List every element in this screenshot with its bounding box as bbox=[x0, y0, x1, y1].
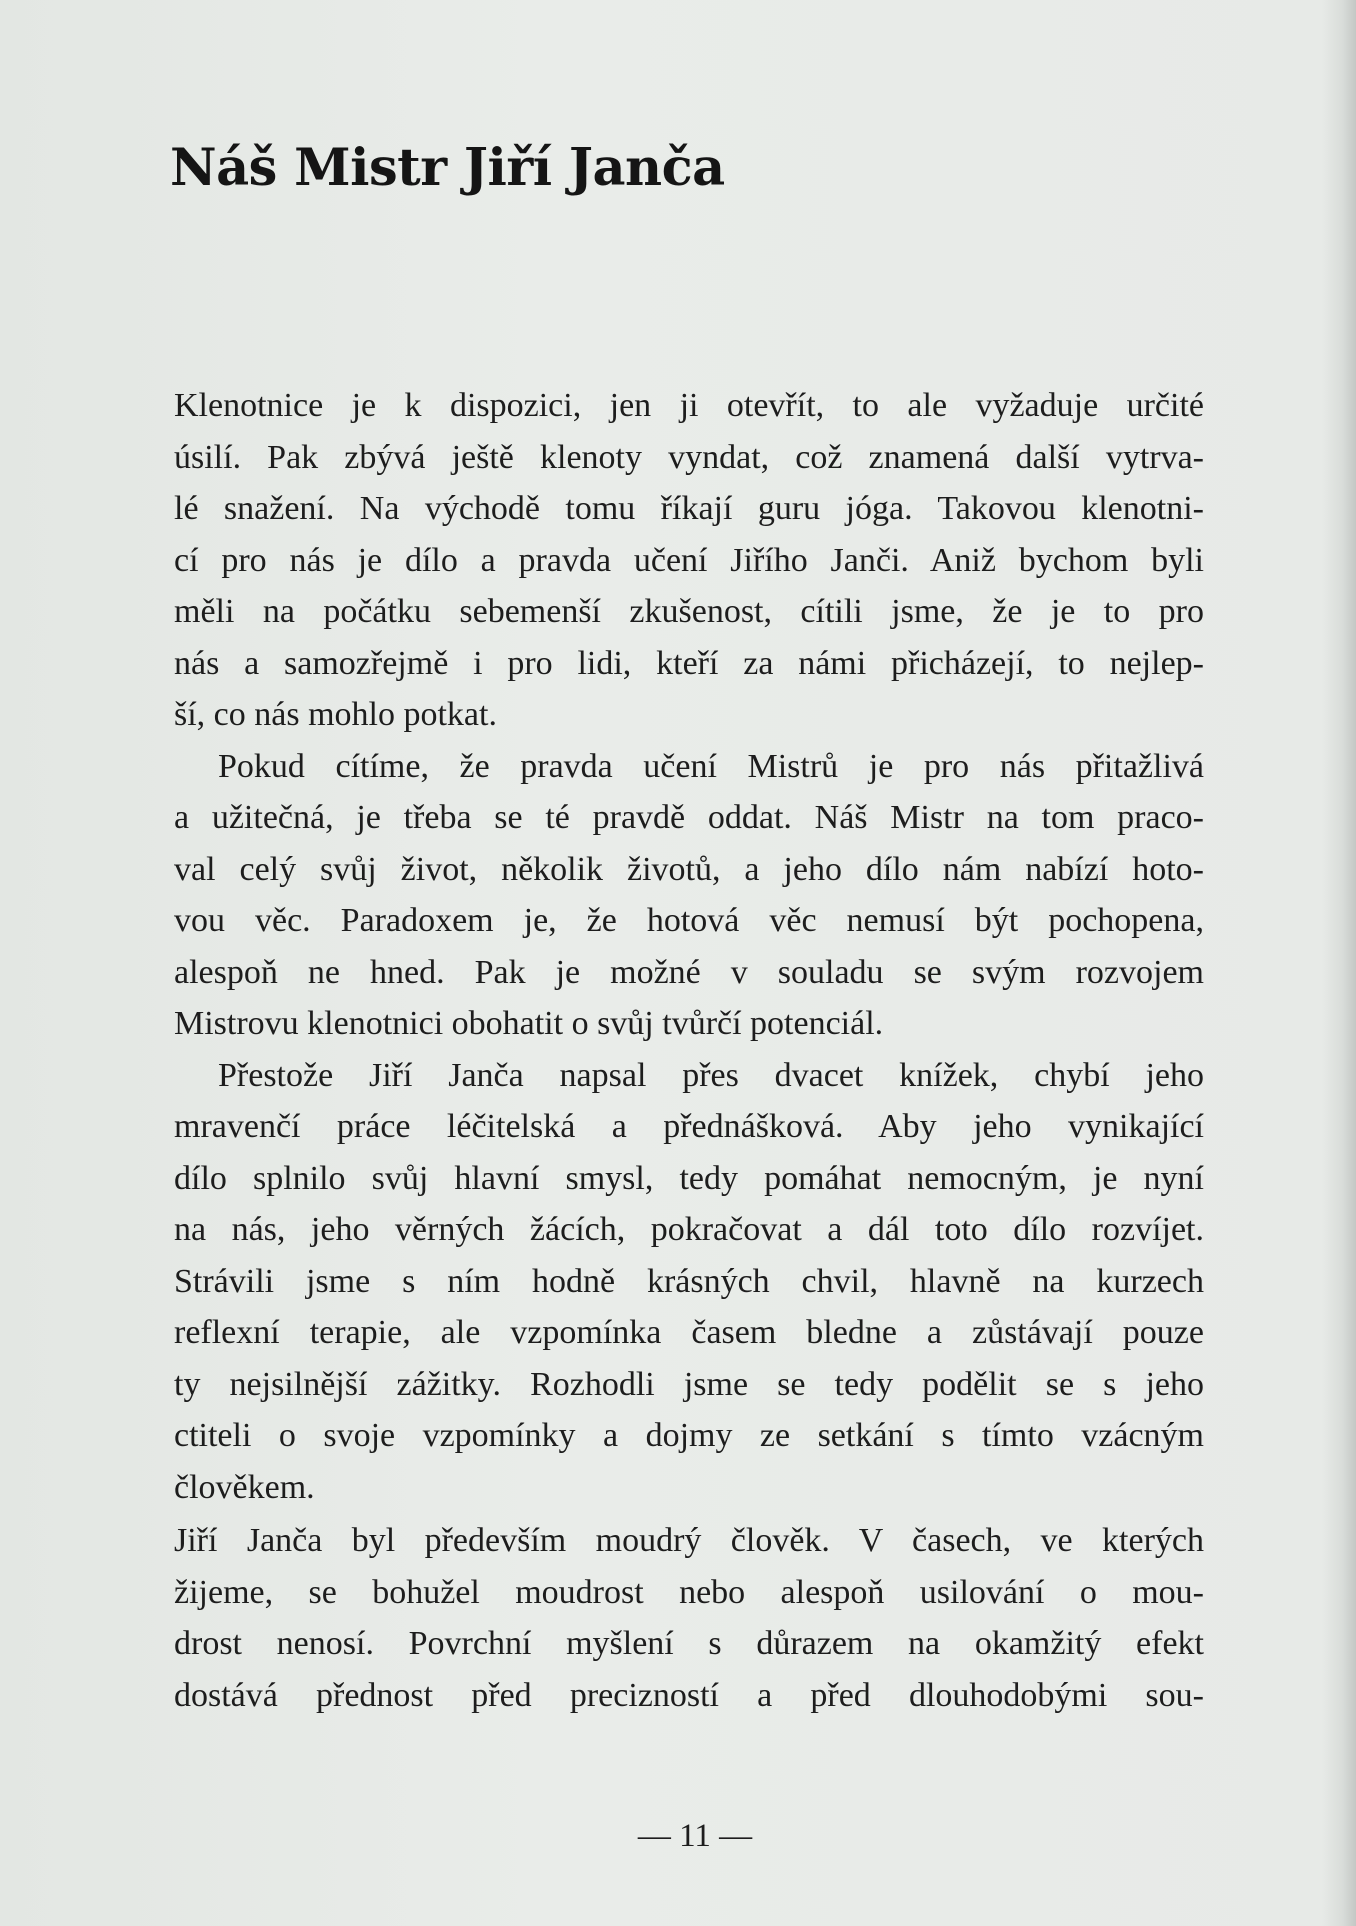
text-line: Mistrovu klenotnici obohatit o svůj tvůrčí potenciál. bbox=[174, 1005, 884, 1042]
text-line: Strávili jsme s ním hodně krásných chvil, hlavně na kurzech bbox=[174, 1262, 1204, 1300]
paragraph-2 bbox=[174, 741, 1204, 1050]
text-line: vou věc. Paradoxem je, že hotová věc nemusí být pochopena, bbox=[174, 902, 1204, 939]
text-line: Pokud cítíme, že pravda učení Mistrů je pro nás přitažlivá bbox=[218, 747, 1204, 785]
text-line: cí pro nás je dílo a pravda učení Jiřího Janči. Aniž bychom byli bbox=[174, 541, 1204, 579]
text-line: Jiří Janča byl především moudrý člověk. V časech, ve kterých bbox=[174, 1522, 1204, 1559]
paragraph-4 bbox=[174, 1515, 1204, 1721]
text-line: měli na počátku sebemenší zkušenost, cítili jsme, že je to pro bbox=[174, 593, 1204, 630]
text-line: žijeme, se bohužel moudrost nebo alespoň usilování o mou- bbox=[174, 1573, 1204, 1611]
page-edge-shadow bbox=[1322, 0, 1356, 1926]
text-line: dílo splnilo svůj hlavní smysl, tedy pomáhat nemocným, je nyní bbox=[174, 1159, 1204, 1197]
text-line: val celý svůj život, několik životů, a jeho dílo nám nabízí hoto- bbox=[174, 850, 1204, 888]
text-line: alespoň ne hned. Pak je možné v souladu se svým rozvojem bbox=[174, 953, 1204, 991]
text-line: ší, co nás mohlo potkat. bbox=[174, 696, 497, 733]
page-number: — 11 — bbox=[637, 1818, 753, 1854]
paragraph-3 bbox=[174, 1050, 1204, 1514]
text-line: člověkem. bbox=[174, 1468, 315, 1506]
text-line: a užitečná, je třeba se té pravdě oddat. Náš Mistr na tom praco- bbox=[174, 799, 1204, 836]
text-line: reflexní terapie, ale vzpomínka časem bledne a zůstávají pouze bbox=[174, 1314, 1204, 1351]
text-line: mravenčí práce léčitelská a přednášková. Aby jeho vynikající bbox=[174, 1108, 1204, 1145]
text-line: nás a samozřejmě i pro lidi, kteří za námi přicházejí, to nejlep- bbox=[174, 644, 1204, 682]
section-2 bbox=[174, 1515, 1204, 1721]
text-line: lé snažení. Na východě tomu říkají guru jóga. Takovou klenotni- bbox=[174, 490, 1204, 527]
section-1 bbox=[174, 380, 1204, 1513]
text-line: na nás, jeho věrných žácích, pokračovat a dál toto dílo rozvíjet. bbox=[174, 1211, 1204, 1248]
text-line: úsilí. Pak zbývá ještě klenoty vyndat, což znamená další vytrva- bbox=[174, 438, 1204, 476]
text-line: Přestože Jiří Janča napsal přes dvacet knížek, chybí jeho bbox=[218, 1056, 1204, 1094]
text-line: ty nejsilnější zážitky. Rozhodli jsme se tedy podělit se s jeho bbox=[174, 1365, 1204, 1403]
text-line: dostává přednost před precizností a před dlouhodobými sou- bbox=[174, 1676, 1204, 1714]
chapter-title: Náš Mistr Jiří Janča bbox=[170, 138, 725, 198]
text-line: drost nenosí. Povrchní myšlení s důrazem na okamžitý efekt bbox=[174, 1625, 1204, 1662]
text-line: ctiteli o svoje vzpomínky a dojmy ze setkání s tímto vzácným bbox=[174, 1417, 1204, 1454]
text-line: Klenotnice je k dispozici, jen ji otevřít, to ale vyžaduje určité bbox=[174, 387, 1204, 424]
paragraph-1 bbox=[174, 380, 1204, 741]
